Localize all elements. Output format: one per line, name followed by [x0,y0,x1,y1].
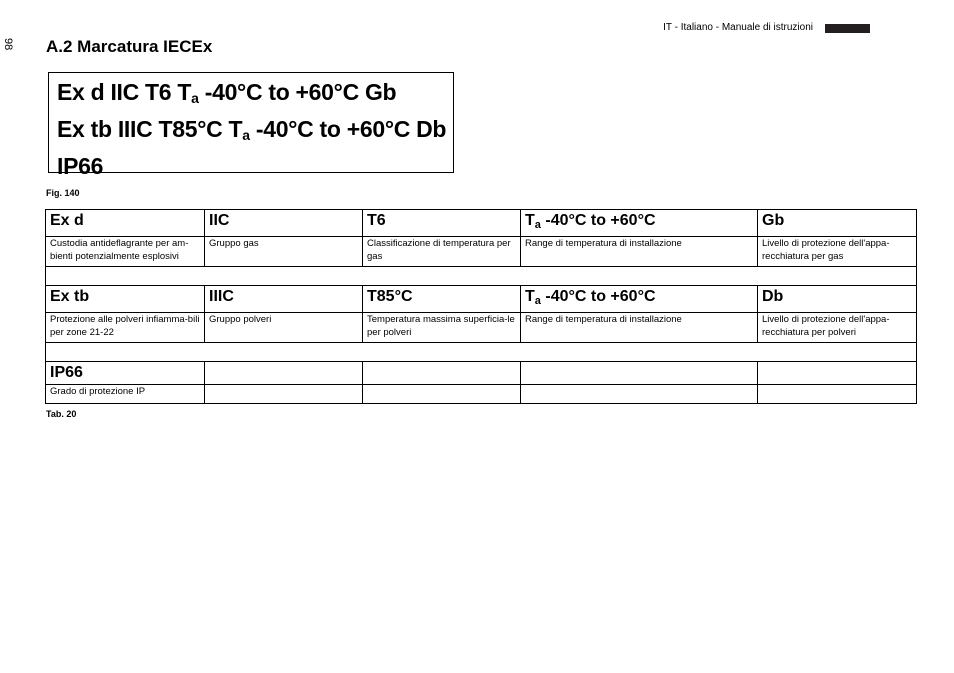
marking-line-dust: Ex tb IIIC T85°C $T_a$ -40°C to +60°C Db [57,116,447,143]
section-title: A.2 Marcatura IECEx [46,37,213,56]
desc-cell: Livello di protezione dell'appa-recchiatura per gas [758,237,917,267]
header-bar [825,24,870,33]
table-row [46,237,917,267]
table-row [46,385,917,404]
desc-cell: Grado di protezione IP [46,385,205,404]
desc-cell: Protezione alle polveri infiamma-bili per zone 21-22 [46,313,205,343]
marking-line-gas: Ex d IIC T6 $T_a$ -40°C to +60°C Gb [57,79,397,106]
desc-cell: Temperatura massima superficia-le per polveri [363,313,521,343]
marking-box [48,72,454,179]
table-row [46,210,917,237]
code-cell-temp-class: T85°C [363,286,521,313]
table-caption: Tab. 20 [46,409,77,419]
table-row [46,362,917,385]
table-spacer-row [46,343,917,362]
table-spacer-row [46,267,917,286]
code-cell-group: IIC [205,210,363,237]
code-cell-protection: Ex d [46,210,205,237]
table-row [46,313,917,343]
code-cell-temp-class: T6 [363,210,521,237]
desc-cell: Gruppo gas [205,237,363,267]
code-cell-ambient-range: $T_a$ -40°C to +60°C [521,286,758,313]
marking-line-ip: IP66 [57,153,104,179]
header-title: IT - Italiano - Manuale di istruzioni [663,22,813,33]
desc-cell: Range di temperatura di installazione [521,237,758,267]
code-cell-protection: Ex tb [46,286,205,313]
desc-cell: Range di temperatura di installazione [521,313,758,343]
table-row [46,286,917,313]
marking-table [45,209,917,404]
desc-cell: Gruppo polveri [205,313,363,343]
figure-caption: Fig. 140 [46,188,80,198]
code-cell-ambient-range: $T_a$ -40°C to +60°C [521,210,758,237]
desc-cell: Custodia antideflagrante per am-bienti potenzialmente esplosivi [46,237,205,267]
code-cell-ip: IP66 [46,362,205,385]
desc-cell: Livello di protezione dell'appa-recchiatura per polveri [758,313,917,343]
desc-cell: Classificazione di temperatura per gas [363,237,521,267]
code-cell-group: IIIC [205,286,363,313]
code-cell-epl: Gb [758,210,917,237]
code-cell-epl: Db [758,286,917,313]
page-number: 98 [2,38,14,51]
